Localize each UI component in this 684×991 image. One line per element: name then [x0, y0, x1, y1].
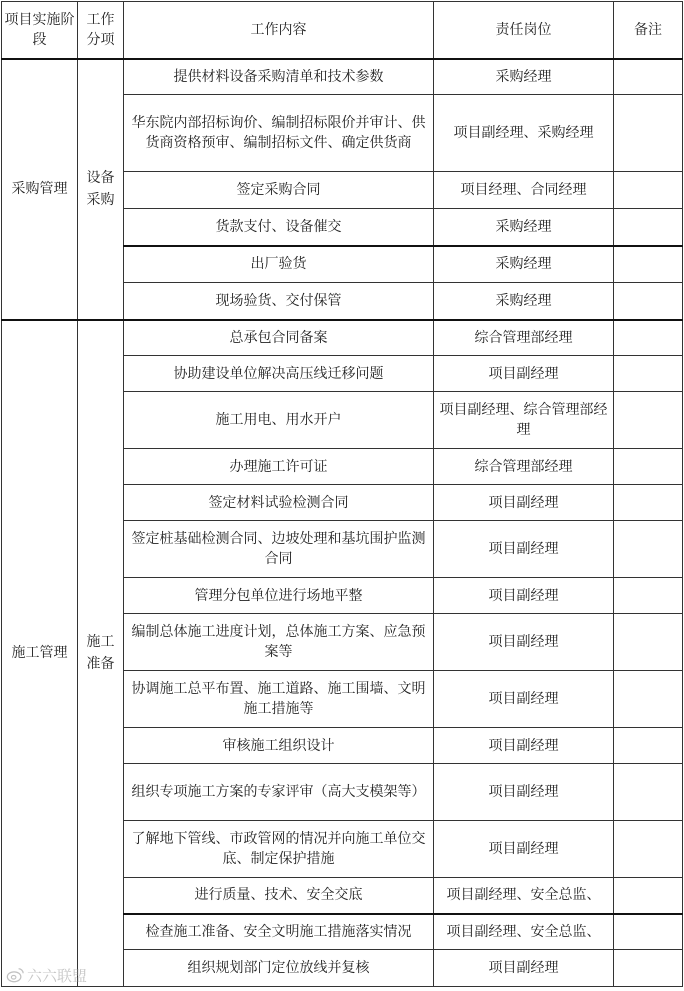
role-cell: 项目副经理 [434, 728, 614, 764]
remark-cell [614, 246, 683, 283]
stage-cell: 施工管理 [2, 320, 78, 987]
category-cell: 设备采购 [78, 59, 124, 320]
role-cell: 项目副经理 [434, 578, 614, 614]
content-cell: 签定桩基础检测合同、边坡处理和基坑围护监测合同 [124, 521, 434, 578]
weibo-logo-icon [6, 966, 24, 984]
remark-cell [614, 449, 683, 485]
remark-cell [614, 950, 683, 987]
remark-cell [614, 821, 683, 878]
role-cell: 项目副经理 [434, 521, 614, 578]
content-cell: 货款支付、设备催交 [124, 209, 434, 246]
role-cell: 采购经理 [434, 246, 614, 283]
remark-cell [614, 614, 683, 671]
content-cell: 组织规划部门定位放线并复核 [124, 950, 434, 987]
remark-cell [614, 764, 683, 821]
role-cell: 项目副经理 [434, 356, 614, 392]
remark-cell [614, 878, 683, 914]
content-cell: 现场验货、交付保管 [124, 283, 434, 320]
watermark-text: 六六联盟 [27, 966, 88, 985]
content-cell: 施工用电、用水开户 [124, 392, 434, 449]
role-cell: 项目副经理、安全总监、 [434, 914, 614, 950]
remark-cell [614, 728, 683, 764]
content-cell: 提供材料设备采购清单和技术参数 [124, 59, 434, 95]
role-cell: 项目经理、合同经理 [434, 172, 614, 209]
table-header-row [2, 2, 683, 59]
remark-cell [614, 209, 683, 246]
content-cell: 管理分包单位进行场地平整 [124, 578, 434, 614]
table-row [2, 59, 683, 95]
remark-cell [614, 914, 683, 950]
role-cell: 项目副经理、安全总监、 [434, 878, 614, 914]
content-cell: 协调施工总平布置、施工道路、施工围墙、文明施工措施等 [124, 671, 434, 728]
role-cell: 项目副经理 [434, 614, 614, 671]
role-cell: 项目副经理 [434, 764, 614, 821]
remark-cell [614, 320, 683, 356]
header-stage: 项目实施阶段 [2, 2, 78, 59]
role-cell: 项目副经理 [434, 485, 614, 521]
content-cell: 华东院内部招标询价、编制招标限价并审计、供货商资格预审、编制招标文件、确定供货商 [124, 95, 434, 172]
stage-cell: 采购管理 [2, 59, 78, 320]
role-cell: 项目副经理 [434, 671, 614, 728]
content-cell: 总承包合同备案 [124, 320, 434, 356]
remark-cell [614, 172, 683, 209]
role-cell: 综合管理部经理 [434, 449, 614, 485]
role-cell: 采购经理 [434, 209, 614, 246]
remark-cell [614, 356, 683, 392]
role-cell: 采购经理 [434, 59, 614, 95]
remark-cell [614, 671, 683, 728]
category-cell: 施工准备 [78, 320, 124, 987]
role-cell: 采购经理 [434, 283, 614, 320]
role-cell: 项目副经理、采购经理 [434, 95, 614, 172]
remark-cell [614, 392, 683, 449]
content-cell: 协助建设单位解决高压线迁移问题 [124, 356, 434, 392]
watermark [6, 962, 87, 988]
remark-cell [614, 283, 683, 320]
content-cell: 办理施工许可证 [124, 449, 434, 485]
content-cell: 检查施工准备、安全文明施工措施落实情况 [124, 914, 434, 950]
responsibility-table [1, 1, 683, 987]
remark-cell [614, 59, 683, 95]
content-cell: 签定采购合同 [124, 172, 434, 209]
content-cell: 了解地下管线、市政管网的情况并向施工单位交底、制定保护措施 [124, 821, 434, 878]
remark-cell [614, 95, 683, 172]
header-remark: 备注 [614, 2, 683, 59]
remark-cell [614, 578, 683, 614]
role-cell: 项目副经理 [434, 950, 614, 987]
content-cell: 签定材料试验检测合同 [124, 485, 434, 521]
role-cell: 综合管理部经理 [434, 320, 614, 356]
remark-cell [614, 521, 683, 578]
header-content: 工作内容 [124, 2, 434, 59]
table-row [2, 320, 683, 356]
content-cell: 进行质量、技术、安全交底 [124, 878, 434, 914]
content-cell: 审核施工组织设计 [124, 728, 434, 764]
content-cell: 组织专项施工方案的专家评审（高大支模架等） [124, 764, 434, 821]
header-role: 责任岗位 [434, 2, 614, 59]
role-cell: 项目副经理、综合管理部经理 [434, 392, 614, 449]
remark-cell [614, 485, 683, 521]
content-cell: 出厂验货 [124, 246, 434, 283]
role-cell: 项目副经理 [434, 821, 614, 878]
header-category: 工作分项 [78, 2, 124, 59]
content-cell: 编制总体施工进度计划，总体施工方案、应急预案等 [124, 614, 434, 671]
